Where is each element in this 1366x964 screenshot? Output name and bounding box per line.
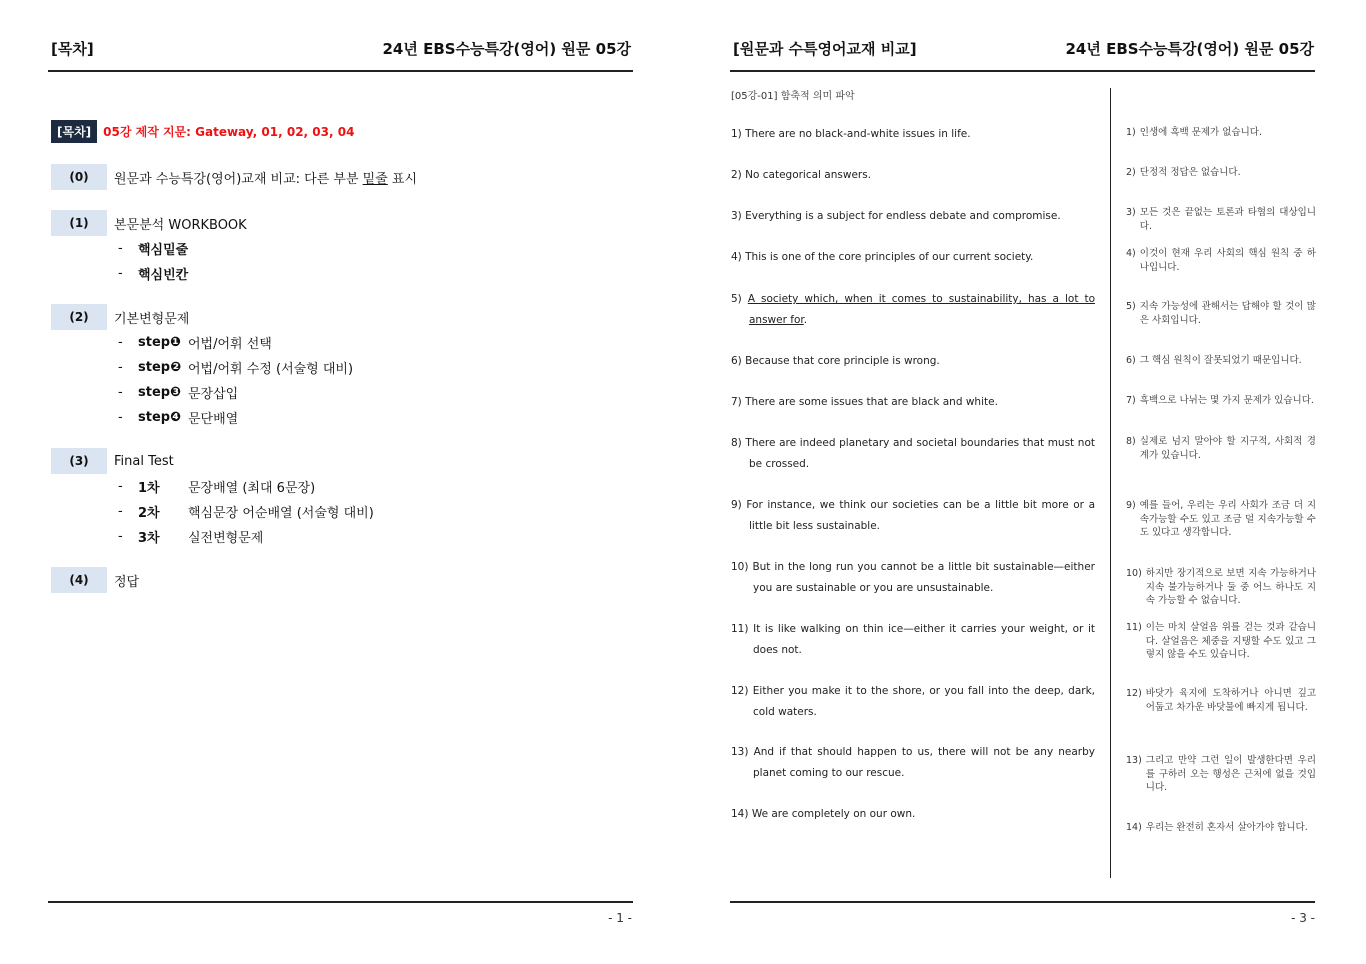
english-sentence: 14) We are completely on our own. [731,808,916,820]
toc-heading [51,120,354,143]
header-divider [48,70,633,72]
underline-word: 밑줄 [362,171,388,187]
section-number: (3) [51,448,107,474]
section-number: (4) [51,567,107,593]
english-sentence: 2) No categorical answers. [731,169,872,181]
toc-section-3 [51,448,374,549]
section-title: 원문과 수능특강(영어)교재 비교: 다른 부분 밑줄 표시 [114,171,418,187]
footer-divider [730,901,1315,903]
korean-sentence: 13) 그리고 만약 그런 일이 발생한다면 우리를 구하러 오는 행성은 근처에 없을 것입니다. [1126,755,1316,793]
toc-item: - 핵심밑줄 [118,241,189,258]
page-header-left: [목차] [51,40,94,58]
english-sentence: 11) It is like walking on thin ice—either it carries your weight, or it does not. [731,623,1095,656]
korean-sentence: 11) 이는 마치 살얼음 위를 걷는 것과 같습니다. 살얼음은 체중을 지탱할 수도 있고 그렇지 않을 수도 있습니다. [1126,622,1316,660]
page-header-title: 24년 EBS수능특강(영어) 원문 05강 [382,40,631,58]
korean-sentence: 4) 이것이 현재 우리 사회의 핵심 원칙 중 하나입니다. [1126,248,1316,273]
toc-item: - 2차 핵심문장 어순배열 (서술형 대비) [118,504,374,521]
toc-item: - 핵심빈칸 [118,266,189,283]
toc-item: - 3차 실전변형문제 [118,529,264,546]
korean-sentence: 8) 실제로 넘지 말아야 할 지구적, 사회적 경계가 있습니다. [1126,436,1316,461]
page-header-title: 24년 EBS수능특강(영어) 원문 05강 [1065,40,1314,58]
toc-section-1 [51,210,247,286]
header-divider [730,70,1315,72]
toc-item: - step❸ 문장삽입 [118,385,239,402]
korean-sentence: 6) 그 핵심 원칙이 잘못되었기 때문입니다. [1126,355,1302,366]
english-sentence: 3) Everything is a subject for endless debate and compromise. [731,210,1061,222]
toc-badge: [목차] [51,120,97,143]
toc-item: - step❹ 문단배열 [118,410,239,427]
english-sentence: 1) There are no black-and-white issues in life. [731,128,971,140]
english-sentence: 10) But in the long run you cannot be a little bit sustainable—either you are sustainable or you are unsustainable. [731,561,1095,594]
section-number: (1) [51,210,107,236]
toc-item: - step❷ 어법/어휘 수정 (서술형 대비) [118,360,354,377]
toc-section-2 [51,304,353,430]
english-sentence: 4) This is one of the core principles of our current society. [731,251,1034,263]
section-title: 본문분석 WORKBOOK [114,217,247,233]
section-number: (0) [51,164,107,190]
english-sentence: 9) For instance, we think our societies can be a little bit more or a little bit less sustainable. [731,499,1095,532]
footer-divider [48,901,633,903]
toc-section-4 [51,567,139,593]
toc-item: - 1차 문장배열 (최대 6문장) [118,479,316,496]
toc-heading-text: 05강 제작 지문: Gateway, 01, 02, 03, 04 [103,125,355,139]
english-sentence: 13) And if that should happen to us, there will not be any nearby planet coming to our rescue. [731,746,1095,779]
section-title: 정답 [114,574,140,590]
korean-sentence: 7) 흑백으로 나뉘는 몇 가지 문제가 있습니다. [1126,395,1314,406]
english-sentence: 12) Either you make it to the shore, or you fall into the deep, dark, cold waters. [731,685,1095,718]
passage-title: [05강-01] 함축적 의미 파악 [731,91,855,102]
korean-sentence: 9) 예를 들어, 우리는 우리 사회가 조금 더 지속가능할 수도 있고 조금 덜 지속가능할 수도 있다고 생각합니다. [1126,500,1316,538]
section-title: 기본변형문제 [114,311,190,327]
korean-sentence: 1) 인생에 흑백 문제가 없습니다. [1126,127,1262,138]
section-title: Final Test [114,453,174,469]
english-sentence: 6) Because that core principle is wrong. [731,355,940,367]
korean-sentence: 3) 모든 것은 끝없는 토론과 타협의 대상입니다. [1126,207,1316,232]
korean-sentence: 2) 단정적 정답은 없습니다. [1126,167,1241,178]
column-divider [1110,88,1111,878]
toc-section-0 [51,164,417,190]
english-sentence: 5) A society which, when it comes to sustainability, has a lot to answer for. [731,293,1096,326]
korean-sentence: 12) 바닷가 육지에 도착하거나 아니면 깊고 어둡고 차가운 바닷물에 빠지게 됩니다. [1126,688,1316,713]
korean-sentence: 14) 우리는 완전히 혼자서 살아가야 합니다. [1126,822,1308,833]
korean-sentence: 10) 하지만 장기적으로 보면 지속 가능하거나 지속 불가능하거나 둘 중 어느 하나도 지속 가능할 수 없습니다. [1126,568,1316,606]
page-number: - 1 - [608,911,632,925]
section-number: (2) [51,304,107,330]
page-header-left: [원문과 수특영어교재 비교] [733,40,917,58]
english-sentence: 7) There are some issues that are black and white. [731,396,998,408]
toc-item: - step❶ 어법/어휘 선택 [118,335,272,352]
page-number: - 3 - [1291,911,1315,925]
korean-sentence: 5) 지속 가능성에 관해서는 답해야 할 것이 많은 사회입니다. [1126,301,1316,326]
english-sentence: 8) There are indeed planetary and societal boundaries that must not be crossed. [731,437,1095,470]
difference-underline: A society which, when it comes to sustainability, has a lot to answer for [747,293,1096,326]
right-page [683,0,1366,964]
